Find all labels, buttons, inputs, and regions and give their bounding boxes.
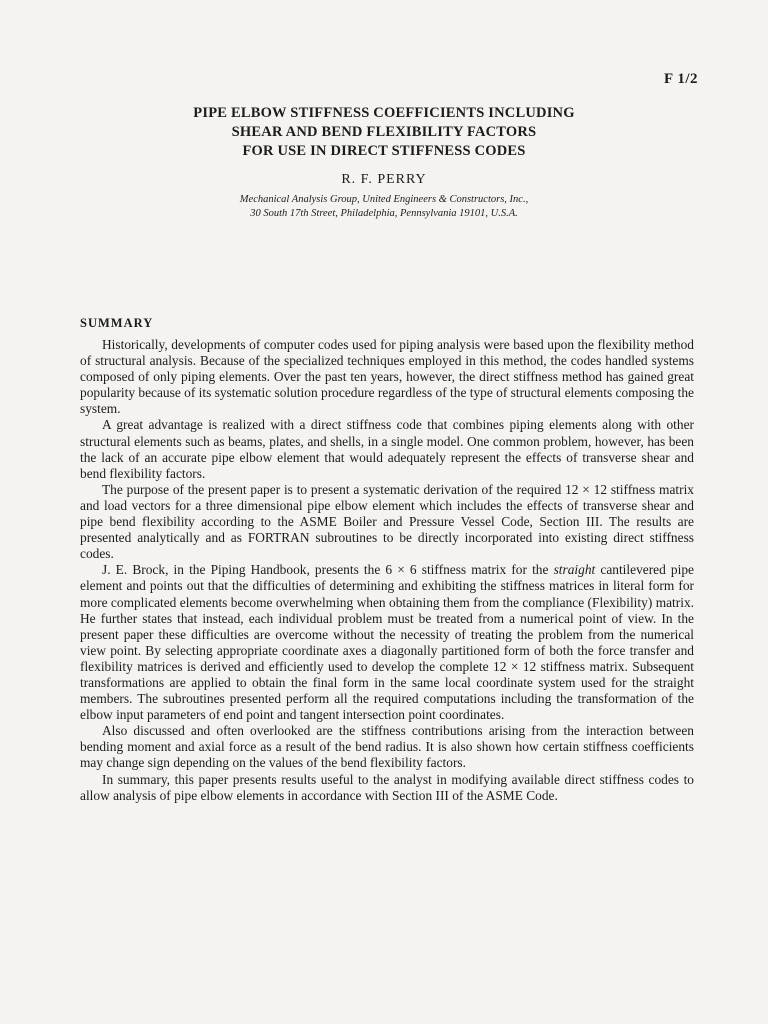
summary-heading: SUMMARY: [80, 316, 154, 330]
author-name: R. F. PERRY: [341, 172, 427, 187]
title-line: SHEAR AND BEND FLEXIBILITY FACTORS: [231, 124, 537, 140]
paper-title: [0, 104, 768, 161]
paper-code: F 1/2: [663, 71, 698, 87]
summary-paragraph: Historically, developments of computer codes used for piping analysis were based upon the flexibility method of structural analysis. Because of the specialized techniques employed in this method, the codes handled systems composed of only piping elements. Over the past ten years, however, the direct stiffness method has gained great popularity because of its systematic solution procedure regardless of the type of structural elements composing the system.: [80, 337, 694, 417]
author-affiliation: [0, 193, 768, 221]
paragraph-text: cantilevered pipe element and points out that the difficulties of determining and exhibiting the stiffness matrices in literal form for more complicated elements become overwhelming when obtaining them from the compliance (Flexibility) matrix. He further states that instead, each individual problem must be treated from a numerical point of view. In the present paper these difficulties are overcome without the necessity of treating the problem from the numerical view point. By selecting appropriate coordinate axes a diagonally partitioned form of both the force transfer and flexibility matrices is derived and efficiently used to develop the complete 12 × 12 stiffness matrix. Subsequent transformations are applied to obtain the final form in the same local coordinate system used for the straight members. The subroutines presented perform all the required computations including the transformation of the elbow input parameters of end point and tangent intersection point coordinates.: [80, 562, 694, 723]
summary-paragraph: Also discussed and often overlooked are the stiffness contributions arising from the interaction between bending moment and axial force as a result of the bend radius. It is also shown how certain stiffness coefficients may change sign depending on the values of the bend flexibility factors.: [80, 723, 694, 771]
summary-body: [80, 337, 694, 804]
summary-paragraph: [80, 562, 694, 723]
emphasis-text: straight: [553, 562, 596, 578]
summary-paragraph: A great advantage is realized with a direct stiffness code that combines piping elements along with other structural elements such as beams, plates, and shells, in a single model. One common problem, however, has been the lack of an accurate pipe elbow element that would adequately represent the effects of transverse shear and bend flexibility factors.: [80, 417, 694, 481]
title-line: PIPE ELBOW STIFFNESS COEFFICIENTS INCLUDING: [193, 105, 575, 121]
title-line: FOR USE IN DIRECT STIFFNESS CODES: [242, 143, 526, 159]
affiliation-line: Mechanical Analysis Group, United Engineers & Constructors, Inc.,: [239, 194, 529, 205]
affiliation-line: 30 South 17th Street, Philadelphia, Pennsylvania 19101, U.S.A.: [250, 208, 518, 219]
summary-paragraph: The purpose of the present paper is to present a systematic derivation of the required 12 × 12 stiffness matrix and load vectors for a three dimensional pipe elbow element which includes the effects of transverse shear and pipe bend flexibility according to the ASME Boiler and Pressure Vessel Code, Section III. The results are presented analytically and as FORTRAN subroutines to be directly incorporated into existing direct stiffness codes.: [80, 481, 694, 562]
paragraph-text: J. E. Brock, in the Piping Handbook, presents the 6 × 6 stiffness matrix for the: [102, 562, 554, 578]
summary-paragraph: In summary, this paper presents results useful to the analyst in modifying available direct stiffness codes to allow analysis of pipe elbow elements in accordance with Section III of the ASME Code.: [80, 771, 694, 803]
